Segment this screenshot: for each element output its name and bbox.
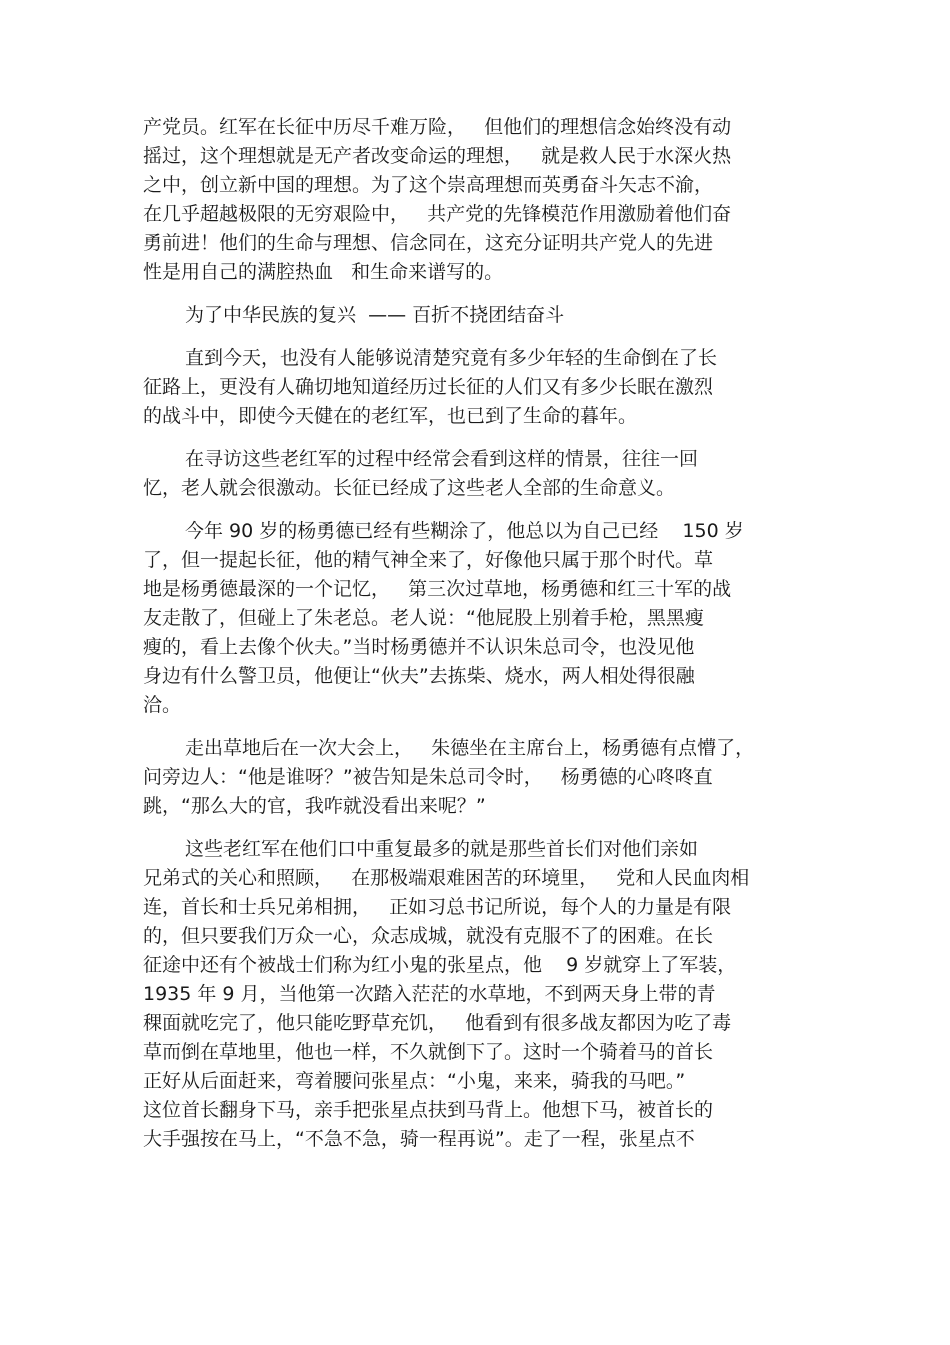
text-line: 身边有什么警卫员，他便让“伙夫”去拣柴、烧水，两人相处得很融	[143, 665, 695, 687]
paragraph-6	[143, 734, 808, 821]
paragraph-5	[143, 517, 808, 720]
paragraph-4	[143, 445, 808, 503]
text-line: 这位首长翻身下马，亲手把张星点扶到马背上。他想下马，被首长的	[143, 1099, 714, 1121]
paragraph-3	[143, 344, 808, 431]
section-heading	[143, 301, 808, 330]
text-line: 产党员。红军在长征中历尽千难万险， 但他们的理想信念始终没有动	[143, 116, 732, 138]
text-line: 直到今天，也没有人能够说清楚究竟有多少年轻的生命倒在了长	[185, 347, 718, 369]
text-line: 连，首长和士兵兄弟相拥， 正如习总书记所说，每个人的力量是有限	[143, 896, 732, 918]
text-line: 在寻访这些老红军的过程中经常会看到这样的情景，往往一回	[185, 448, 699, 470]
text-line: 瘦的，看上去像个伙夫。”当时杨勇德并不认识朱总司令，也没见他	[143, 636, 695, 658]
paragraph-7	[143, 835, 808, 1154]
document-page	[143, 113, 808, 1168]
text-line: 征路上，更没有人确切地知道经历过长征的人们又有多少长眠在激烈	[143, 376, 714, 398]
text-line: 今年 90 岁的杨勇德已经有些糊涂了，他总以为自己已经 150 岁	[185, 520, 744, 542]
text-line: 征途中还有个被战士们称为红小鬼的张星点，他 9 岁就穿上了军装，	[143, 954, 737, 976]
paragraph-1	[143, 113, 808, 287]
text-line: 这些老红军在他们口中重复最多的就是那些首长们对他们亲如	[185, 838, 699, 860]
text-line: 在几乎超越极限的无穷艰险中， 共产党的先锋模范作用激励着他们奋	[143, 203, 732, 225]
text-line: 了，但一提起长征，他的精气神全来了，好像他只属于那个时代。草	[143, 549, 714, 571]
text-line: 走出草地后在一次大会上， 朱德坐在主席台上，杨勇德有点懵了，	[185, 737, 755, 759]
text-line: 地是杨勇德最深的一个记忆， 第三次过草地，杨勇德和红三十军的战	[143, 578, 732, 600]
text-line: 之中，创立新中国的理想。为了这个崇高理想而英勇奋斗矢志不渝，	[143, 174, 714, 196]
text-line: 忆，老人就会很激动。长征已经成了这些老人全部的生命意义。	[143, 477, 676, 499]
text-line: 摇过，这个理想就是无产者改变命运的理想， 就是救人民于水深火热	[143, 145, 732, 167]
text-line: 1935 年 9 月，当他第一次踏入茫茫的水草地，不到两天身上带的青	[143, 983, 716, 1005]
text-line: 兄弟式的关心和照顾， 在那极端艰难困苦的环境里， 党和人民血肉相	[143, 867, 750, 889]
text-line: 草而倒在草地里，他也一样，不久就倒下了。这时一个骑着马的首长	[143, 1041, 714, 1063]
text-line: 洽。	[143, 694, 182, 716]
text-line: 正好从后面赶来，弯着腰问张星点：“小鬼，来来，骑我的马吧。”	[143, 1070, 686, 1092]
text-line: 跳，“那么大的官，我咋就没看出来呢？”	[143, 795, 486, 817]
text-line: 的，但只要我们万众一心，众志成城，就没有克服不了的困难。在长	[143, 925, 714, 947]
text-line: 勇前进！他们的生命与理想、信念同在，这充分证明共产党人的先进	[143, 232, 714, 254]
text-line: 问旁边人：“他是谁呀？”被告知是朱总司令时， 杨勇德的心咚咚直	[143, 766, 713, 788]
text-line: 大手强按在马上，“不急不急，骑一程再说”。走了一程，张星点不	[143, 1128, 695, 1150]
text-line: 性是用自己的满腔热血 和生命来谱写的。	[143, 261, 504, 283]
heading-line: 为了中华民族的复兴 —— 百折不挠团结奋斗	[185, 304, 565, 326]
text-line: 的战斗中，即使今天健在的老红军，也已到了生命的暮年。	[143, 405, 638, 427]
text-line: 友走散了，但碰上了朱老总。老人说：“他屁股上别着手枪，黑黑瘦	[143, 607, 704, 629]
text-line: 稞面就吃完了，他只能吃野草充饥， 他看到有很多战友都因为吃了毒	[143, 1012, 732, 1034]
